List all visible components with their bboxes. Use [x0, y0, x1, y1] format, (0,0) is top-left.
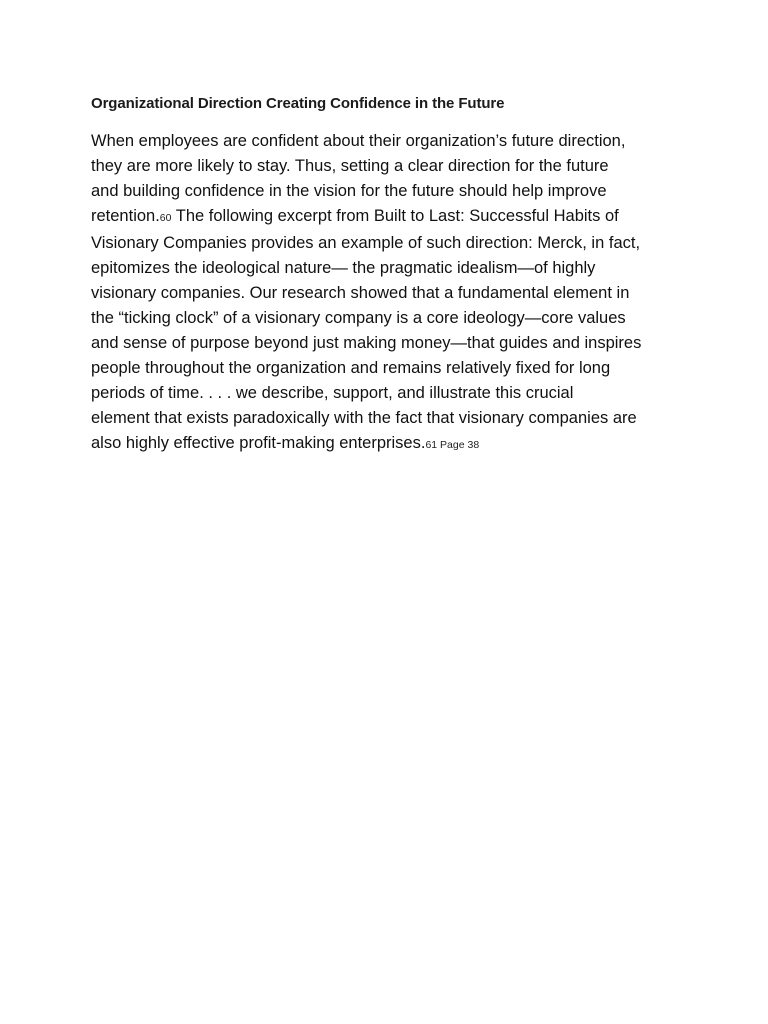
- paragraph-line: [91, 204, 681, 231]
- paragraph-text: retention.: [91, 207, 160, 225]
- footnote-and-page-ref: 61 Page 38: [425, 439, 480, 451]
- paragraph-line: epitomizes the ideological nature— the pragmatic idealism—of highly: [91, 259, 596, 277]
- paragraph-text: The following excerpt from Built to Last: Successful Habits of: [171, 207, 619, 225]
- paragraph-line: Visionary Companies provides an example of such direction: Merck, in fact,: [91, 234, 641, 252]
- body-paragraph: [91, 129, 681, 458]
- paragraph-line: periods of time. . . . we describe, support, and illustrate this crucial: [91, 384, 574, 402]
- paragraph-line: [91, 431, 681, 458]
- footnote-marker: 60: [159, 212, 172, 224]
- paragraph-line: and building confidence in the vision for the future should help improve: [91, 182, 607, 200]
- paragraph-line: element that exists paradoxically with the fact that visionary companies are: [91, 409, 637, 427]
- paragraph-text: also highly effective profit-making enterprises.: [91, 434, 426, 452]
- section-heading: Organizational Direction Creating Confidence in the Future: [91, 95, 505, 112]
- paragraph-line: visionary companies. Our research showed that a fundamental element in: [91, 284, 630, 302]
- paragraph-line: and sense of purpose beyond just making money—that guides and inspires: [91, 334, 642, 352]
- paragraph-line: When employees are confident about their organization’s future direction,: [91, 132, 626, 150]
- paragraph-line: the “ticking clock” of a visionary company is a core ideology—core values: [91, 309, 626, 327]
- paragraph-line: they are more likely to stay. Thus, setting a clear direction for the future: [91, 157, 609, 175]
- paragraph-line: people throughout the organization and remains relatively fixed for long: [91, 359, 611, 377]
